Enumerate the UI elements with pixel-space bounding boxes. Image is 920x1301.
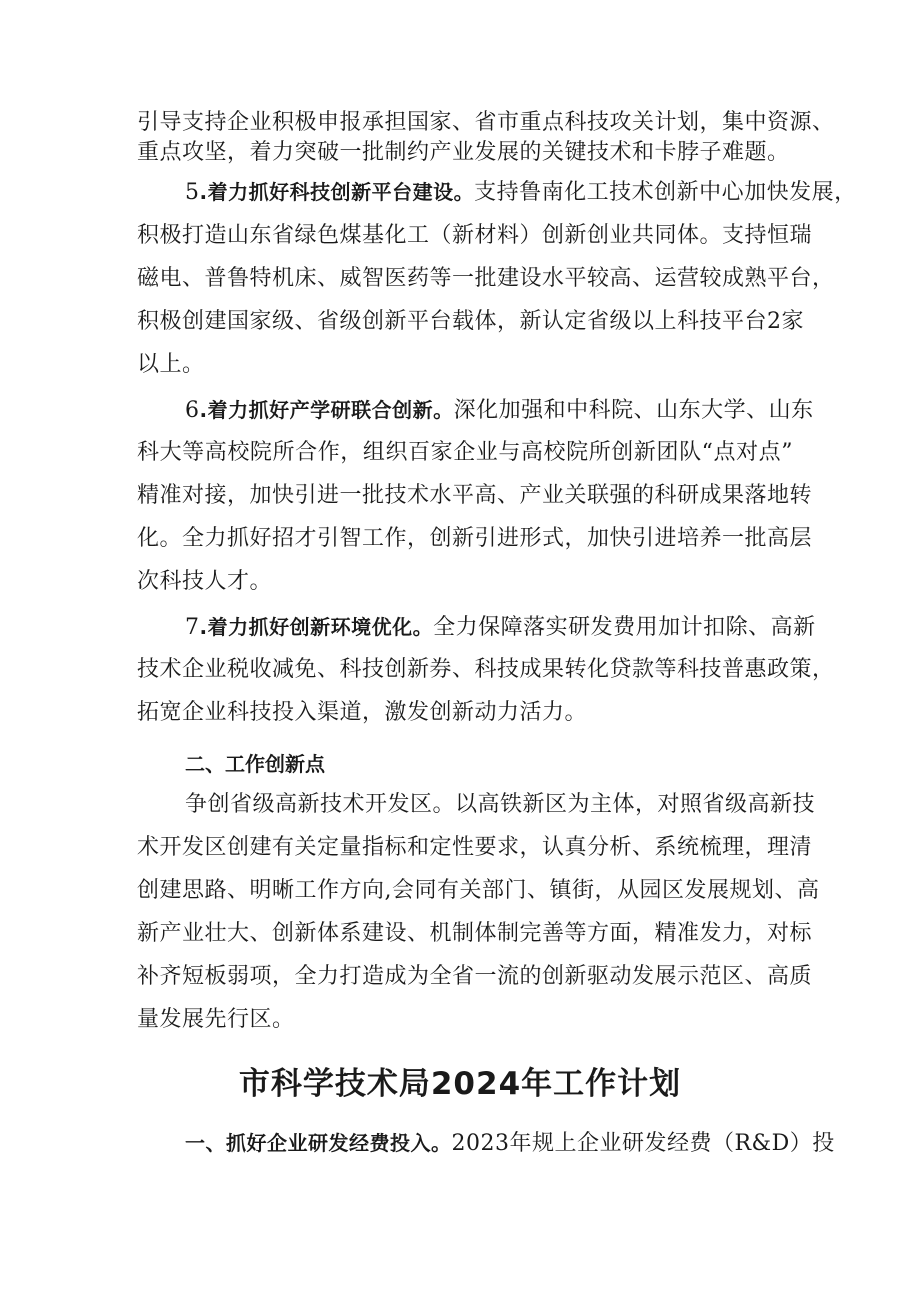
item-6-text: 深化加强和中科院、山东大学、山东 (453, 398, 814, 423)
body-line: 积极创建国家级、省级创新平台载体，新认定省级以上科技平台2家 (137, 309, 804, 334)
document-title: 市科学技术局2024年工作计划 (238, 1066, 682, 1102)
body-line: 精准对接，加快引进一批技术水平高、产业关联强的科研成果落地转 (137, 483, 813, 508)
item-7-heading: .着力抓好创新环境优化。 (199, 615, 434, 639)
item-6-number: 6 (185, 398, 200, 423)
body-line: 补齐短板弱项，全力打造成为全省一流的创新驱动发展示范区、高质 (137, 964, 813, 989)
item-5-first-line (185, 177, 857, 208)
plan-item-1-text: 2023年规上企业研发经费（R&D）投 (451, 1131, 835, 1156)
item-6-first-line (185, 395, 814, 426)
body-line: 化。全力抓好招才引智工作，创新引进形式，加快引进培养一批高层 (137, 526, 813, 551)
body-line: 科大等高校院所合作，组织百家企业与高校院所创新团队“点对点” (137, 440, 793, 465)
item-5-text: 支持鲁南化工技术创新中心加快发展， (474, 180, 857, 205)
body-line: 争创省级高新技术开发区。以高铁新区为主体，对照省级高新技 (185, 792, 816, 817)
item-7-first-line (185, 612, 816, 643)
item-7-number: 7 (185, 615, 200, 640)
body-line: 量发展先行区。 (137, 1007, 295, 1032)
plan-item-1-line (185, 1128, 835, 1159)
section-heading: 二、工作创新点 (185, 752, 325, 776)
item-5-heading: .着力抓好科技创新平台建设。 (199, 180, 475, 204)
item-6-heading: .着力抓好产学研联合创新。 (199, 398, 454, 422)
body-line: 术开发区创建有关定量指标和定性要求，认真分析、系统梳理，理清 (137, 835, 813, 860)
body-line: 重点攻坚，着力突破一批制约产业发展的关键技术和卡脖子难题。 (137, 140, 790, 165)
item-5-number: 5 (185, 180, 200, 205)
item-7-text: 全力保障落实研发费用加计扣除、高新 (433, 615, 816, 640)
body-line: 拓宽企业科技投入渠道，激发创新动力活力。 (137, 700, 588, 725)
body-line: 以上。 (137, 352, 205, 377)
body-line: 引导支持企业积极申报承担国家、省市重点科技攻关计划，集中资源、 (137, 110, 835, 135)
body-line: 积极打造山东省绿色煤基化工（新材料）创新创业共同体。支持恒瑞 (137, 223, 813, 248)
body-line: 磁电、普鲁特机床、威智医药等一批建设水平较高、运营较成熟平台， (137, 266, 835, 291)
body-line: 次科技人才。 (137, 569, 273, 594)
body-line: 新产业壮大、创新体系建设、机制体制完善等方面，精准发力，对标 (137, 921, 813, 946)
plan-item-1-heading: 一、抓好企业研发经费投入。 (185, 1131, 452, 1155)
body-line: 创建思路、明晰工作方向,会同有关部门、镇街，从园区发展规划、高 (137, 878, 820, 903)
body-line: 技术企业税收减免、科技创新券、科技成果转化贷款等科技普惠政策， (137, 657, 835, 682)
